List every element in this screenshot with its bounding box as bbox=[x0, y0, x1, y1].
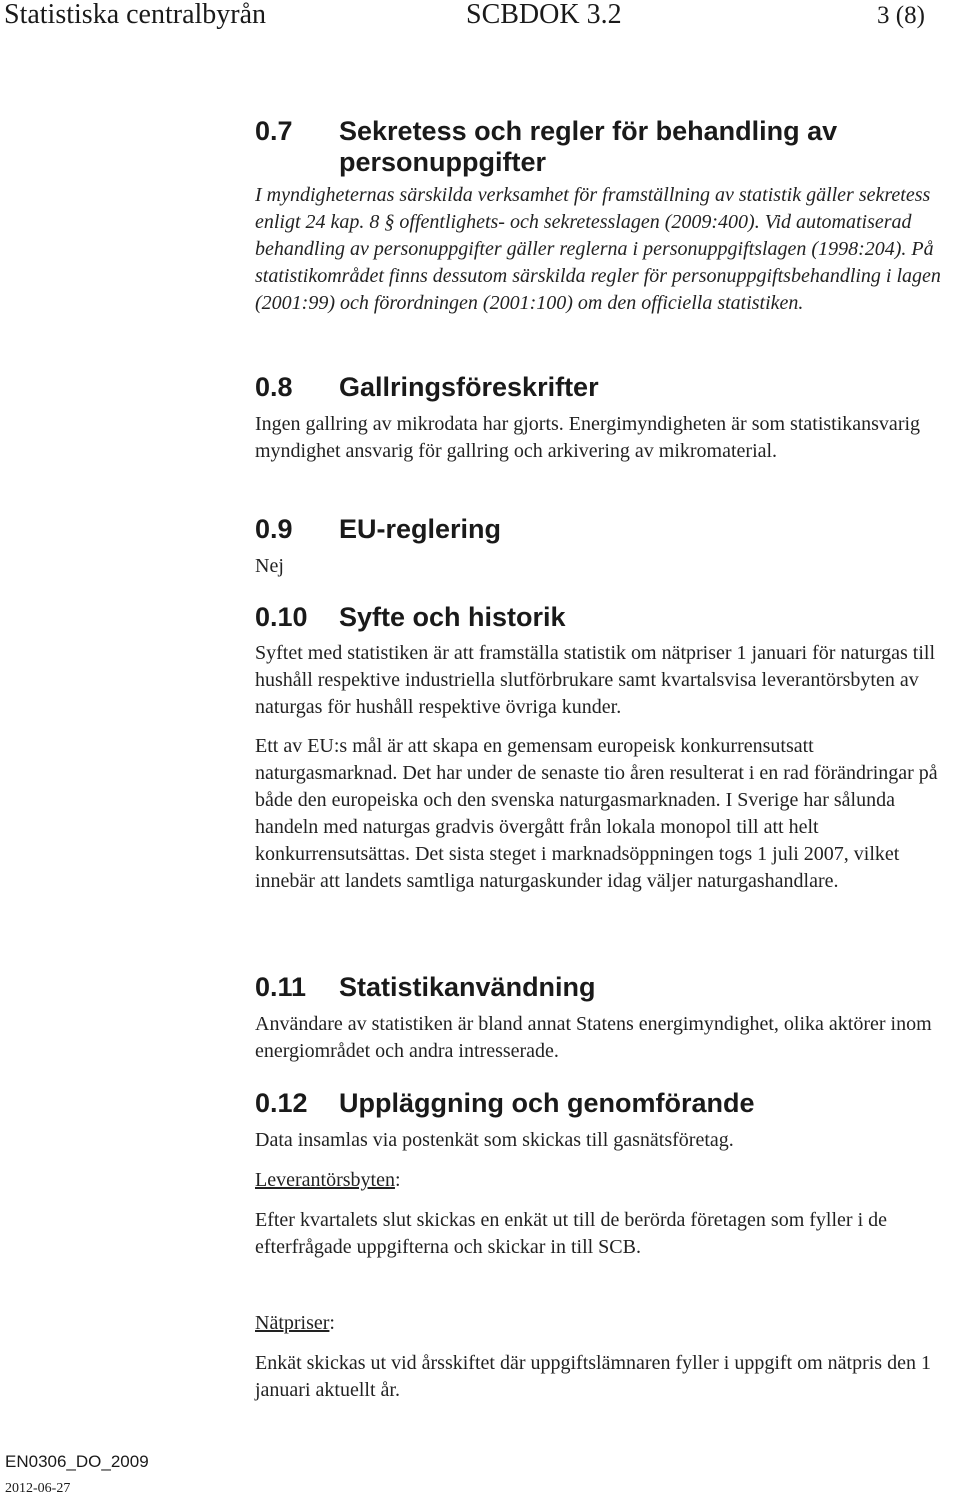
section-0-8 bbox=[255, 372, 955, 465]
section-0-7 bbox=[255, 116, 955, 317]
page-header bbox=[0, 0, 960, 34]
section-0-10 bbox=[255, 602, 955, 895]
section-title: EU-reglering bbox=[339, 514, 502, 544]
section-number: 0.10 bbox=[255, 602, 308, 632]
section-heading bbox=[255, 1088, 955, 1119]
section-paragraph: Syftet med statistiken är att framställa statistik om nätpriser 1 januari för naturgas till hushåll respektive industriella slutförbrukare samt kvartalsvisa leverantörsbyten av naturgas för hushåll respektive övriga kunder. bbox=[255, 642, 936, 718]
section-0-11 bbox=[255, 972, 955, 1065]
subheading-colon: : bbox=[394, 1169, 401, 1191]
section-0-12 bbox=[255, 1088, 955, 1404]
section-title: Sekretess och regler för behandling av personuppgifter bbox=[339, 116, 838, 177]
section-number: 0.9 bbox=[255, 514, 293, 544]
footer-date: 2012-06-27 bbox=[5, 1481, 71, 1496]
header-page-number: 3 (8) bbox=[877, 2, 925, 29]
subheading-label: Nätpriser bbox=[255, 1312, 330, 1334]
section-text: Nej bbox=[255, 555, 284, 577]
section-heading bbox=[255, 116, 955, 178]
subheading-label: Leverantörsbyten bbox=[255, 1169, 395, 1191]
subheading-natpriser bbox=[255, 1310, 955, 1337]
section-heading bbox=[255, 514, 955, 545]
section-text: I myndigheternas särskilda verksamhet för framställning av statistik gäller sekretess enligt 24 kap. 8 § offentlighets- och sekretesslagen (2009:400). Vid automatiserad behandling av personuppgifter gäller reglerna i personuppgiftslagen (1998:204). På statistikområdet finns dessutom särskilda regler för personuppgiftsbehandling i lagen (2001:99) och förordningen (2001:100) om den officiella statistiken. bbox=[255, 184, 941, 314]
header-organization: Statistiska centralbyrån bbox=[4, 0, 267, 30]
header-document-id: SCBDOK 3.2 bbox=[466, 0, 622, 30]
section-title: Syfte och historik bbox=[339, 602, 566, 632]
section-text: Ingen gallring av mikrodata har gjorts. Energimyndigheten är som statistikansvarig myndighet ansvarig för gallring och arkivering av mikromaterial. bbox=[255, 413, 921, 462]
section-heading bbox=[255, 602, 955, 633]
section-paragraph: Ett av EU:s mål är att skapa en gemensam europeisk konkurrensutsatt naturgasmarknad. Det har under de senaste tio åren resulterat i en rad förändringar på både den europeiska och den svenska naturgasmarknaden. I Sverige har sålunda handeln med naturgas gradvis övergått från lokala monopol till att helt konkurrensutsättas. Det sista steget i marknadsöppningen togs 1 juli 2007, vilket innebär att landets samtliga naturgaskunder idag väljer naturgashandlare. bbox=[255, 735, 938, 892]
section-number: 0.12 bbox=[255, 1088, 308, 1118]
section-title: Statistikanvändning bbox=[339, 972, 596, 1002]
section-heading bbox=[255, 372, 955, 403]
section-0-9 bbox=[255, 514, 955, 580]
subheading-leverantorsbyten bbox=[255, 1167, 955, 1194]
section-number: 0.7 bbox=[255, 116, 293, 146]
subheading-colon: : bbox=[329, 1312, 335, 1334]
section-number: 0.8 bbox=[255, 372, 293, 402]
section-heading bbox=[255, 972, 955, 1003]
footer-document-code: EN0306_DO_2009 bbox=[5, 1452, 149, 1471]
section-paragraph: Enkät skickas ut vid årsskiftet där uppgiftslämnaren fyller i uppgift om nätpris den 1 januari aktuellt år. bbox=[255, 1352, 931, 1401]
section-number: 0.11 bbox=[255, 972, 307, 1002]
section-text: Användare av statistiken är bland annat Statens energimyndighet, olika aktörer inom energiområdet och andra intresserade. bbox=[255, 1013, 932, 1062]
section-title: Gallringsföreskrifter bbox=[339, 372, 599, 402]
section-paragraph: Data insamlas via postenkät som skickas till gasnätsföretag. bbox=[255, 1129, 734, 1151]
section-paragraph: Efter kvartalets slut skickas en enkät ut till de berörda företagen som fyller i de efterfrågade uppgifterna och skickar in till SCB. bbox=[255, 1209, 888, 1258]
section-title: Uppläggning och genomförande bbox=[339, 1088, 755, 1118]
